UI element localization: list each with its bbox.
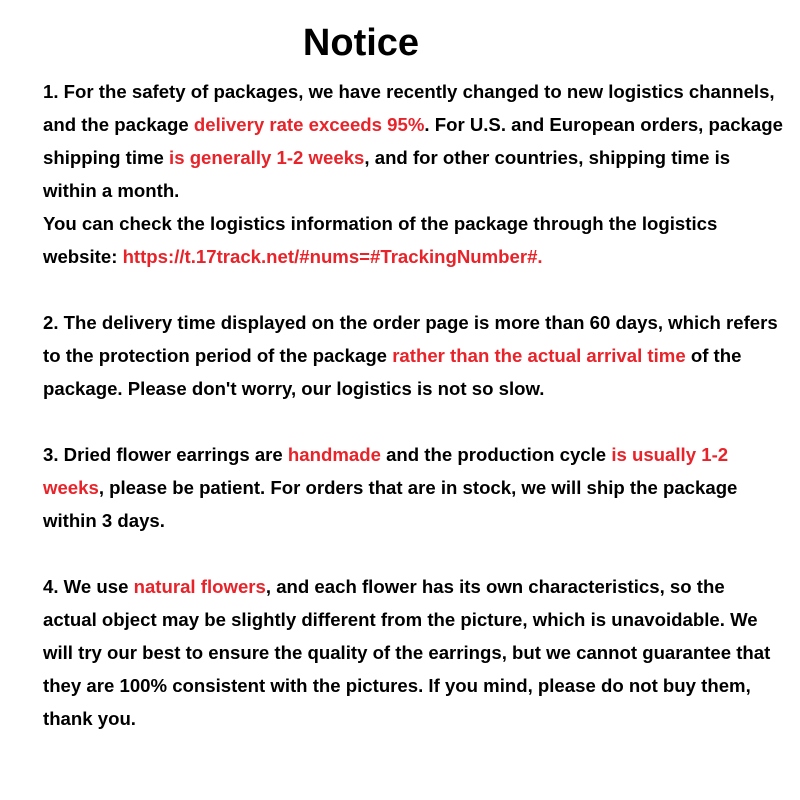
paragraph-spacer (43, 537, 783, 570)
text-segment: 2. The delivery time displayed on the order page is more than 60 days, which refers to the protection period of the package (43, 312, 778, 366)
paragraph-handmade (43, 438, 783, 537)
highlight-segment: natural flowers (133, 576, 266, 597)
paragraph-delivery-time (43, 306, 783, 405)
text-segment: , and each flower has its own characteristics, so the actual object may be slightly different from the picture, which is unavoidable. We will try our best to ensure the quality of the earrings, but we cannot guarantee that they are 100% consistent with the pictures. If you mind, please do not buy them, thank you. (43, 576, 771, 729)
highlight-segment: is generally 1-2 weeks (169, 147, 365, 168)
highlight-segment: rather than the actual arrival time (392, 345, 686, 366)
text-segment: , and for other countries, shipping time is within a month. (43, 147, 731, 201)
paragraph-spacer (43, 273, 783, 306)
text-segment: and the production cycle (380, 444, 612, 465)
tracking-link: https://t.17track.net/#nums=#TrackingNumber#. (122, 246, 543, 267)
text-segment: of the package. Please don't worry, our logistics is not so slow. (43, 345, 742, 399)
highlight-segment: handmade (287, 444, 381, 465)
notice-body (43, 75, 783, 735)
text-segment: You can check the logistics information of the package through the logistics website: (43, 213, 718, 267)
paragraph-logistics (43, 75, 783, 207)
text-segment: 4. We use (43, 576, 134, 597)
paragraph-natural-flowers (43, 570, 783, 735)
paragraph-tracking (43, 207, 783, 273)
highlight-segment: delivery rate exceeds 95% (193, 114, 425, 135)
text-segment: 3. Dried flower earrings are (43, 444, 288, 465)
text-segment: 1. For the safety of packages, we have recently changed to new logistics channels, and the package (43, 81, 775, 135)
text-segment: , please be patient. For orders that are in stock, we will ship the package within 3 days. (43, 477, 738, 531)
text-segment: . For U.S. and European orders, package shipping time (43, 114, 783, 168)
highlight-segment: is usually 1-2 weeks (43, 444, 729, 498)
notice-title: Notice (302, 22, 420, 64)
paragraph-spacer (43, 405, 783, 438)
